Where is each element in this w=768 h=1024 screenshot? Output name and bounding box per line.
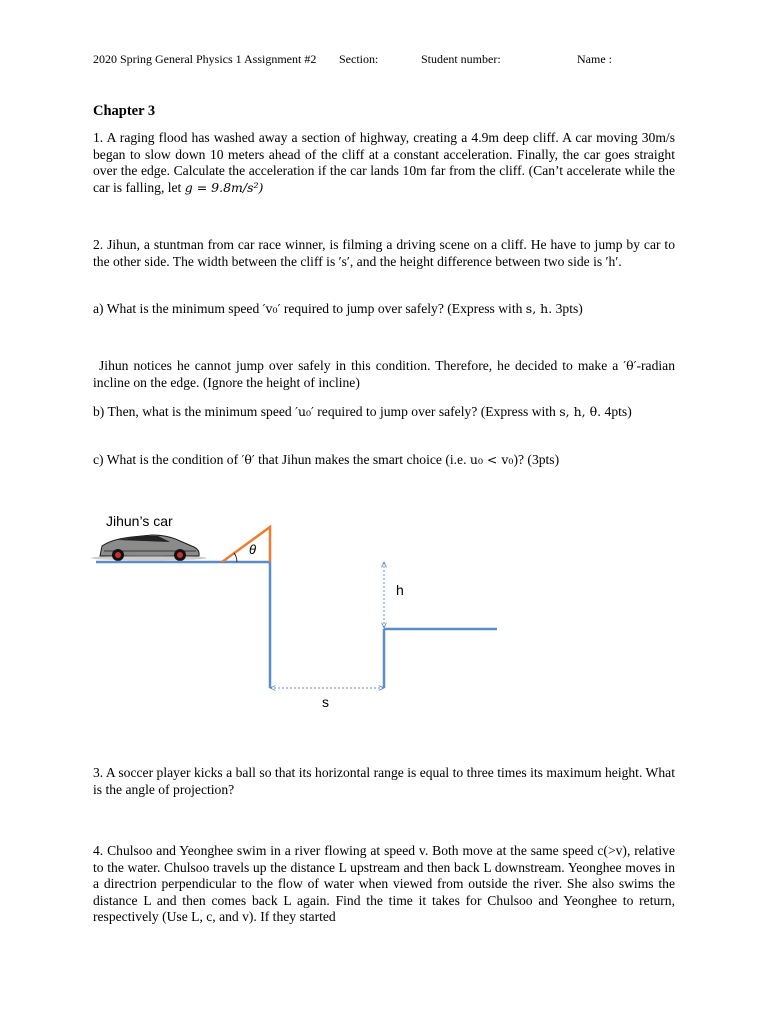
question-2-note-pre: Jihun notices he cannot jump over safely in this condition. Therefore, he decided to make a [99, 358, 619, 373]
inequality: u₀ < v₀ [469, 452, 514, 467]
question-2-intro: 2. Jihun, a stuntman from car race winner, is filming a driving scene on a cliff. He have to jump by car to the other side. The width between the cliff is ′s′, and the height difference between two side is ′h′. [93, 237, 675, 269]
question-2a-vars: s, h. [525, 301, 553, 316]
question-2a-post: required to jump over safely? (Express with [283, 301, 523, 316]
header-section: Section: [339, 52, 379, 66]
question-2b-pre: b) Then, what is the minimum speed [93, 404, 292, 419]
header-student-number: Student number: [421, 52, 501, 66]
question-2b-vars: s, h, θ. [559, 404, 602, 419]
question-2a-pre: a) What is the minimum speed [93, 301, 260, 316]
question-2b-post: required to jump over safely? (Express with [317, 404, 556, 419]
question-2c-post: )? (3pts) [513, 452, 560, 467]
header-name: Name : [577, 52, 612, 66]
width-label: s [322, 694, 329, 710]
question-2c-pre: c) What is the condition of [93, 452, 239, 467]
question-2b-points: 4pts) [604, 404, 632, 419]
chapter-title: Chapter 3 [93, 103, 156, 119]
car-label: Jihun’s car [106, 513, 173, 529]
question-2a-points: 3pts) [555, 301, 583, 316]
question-2-note-post: -radian incline on the edge. (Ignore the height of incline) [93, 358, 675, 390]
gravity-equation: g = 9.8m/s²) [184, 179, 264, 195]
car-image [91, 535, 207, 561]
height-label: h [396, 582, 404, 598]
question-4: 4. Chulsoo and Yeonghee swim in a river flowing at speed v. Both move at the same speed c(>v), relative to the water. Chulsoo travels up the distance L upstream and then back L downstream. Yeonghee moves in a directrion perpendicular to the flow of water when viewed from outside the river. She also swims the distance L and then comes back L again. Find the time it takes for Chulsoo and Yeonghee to return, respectively (Use L, c, and v). If they started [93, 843, 675, 925]
question-2c-mid: that Jihun makes the smart choice (i.e. [258, 452, 467, 467]
question-1-text: 1. A raging flood has washed away a section of highway, creating a 4.9m deep cliff. A car moving 30m/s began to slow down 10 meters ahead of the cliff at a constant acceleration. Finally, the car goes straight over the edge. Calculate the acceleration if the car lands 10m far from the cliff. (Can’t accelerate while the car is falling, let [93, 130, 675, 195]
symbol-theta: ′θ′ [623, 358, 637, 373]
symbol-v0: ′v₀′ [262, 301, 281, 316]
theta-arc [234, 553, 237, 562]
question-3: 3. A soccer player kicks a ball so that its horizontal range is equal to three times its maximum height. What is the angle of projection? [93, 765, 675, 797]
incline-ramp [222, 527, 270, 562]
symbol-theta-c: ′θ′ [241, 452, 255, 467]
symbol-u0: ′u₀′ [295, 404, 314, 419]
theta-label: θ [249, 542, 257, 557]
header-course: 2020 Spring General Physics 1 Assignment #2 [93, 52, 317, 66]
